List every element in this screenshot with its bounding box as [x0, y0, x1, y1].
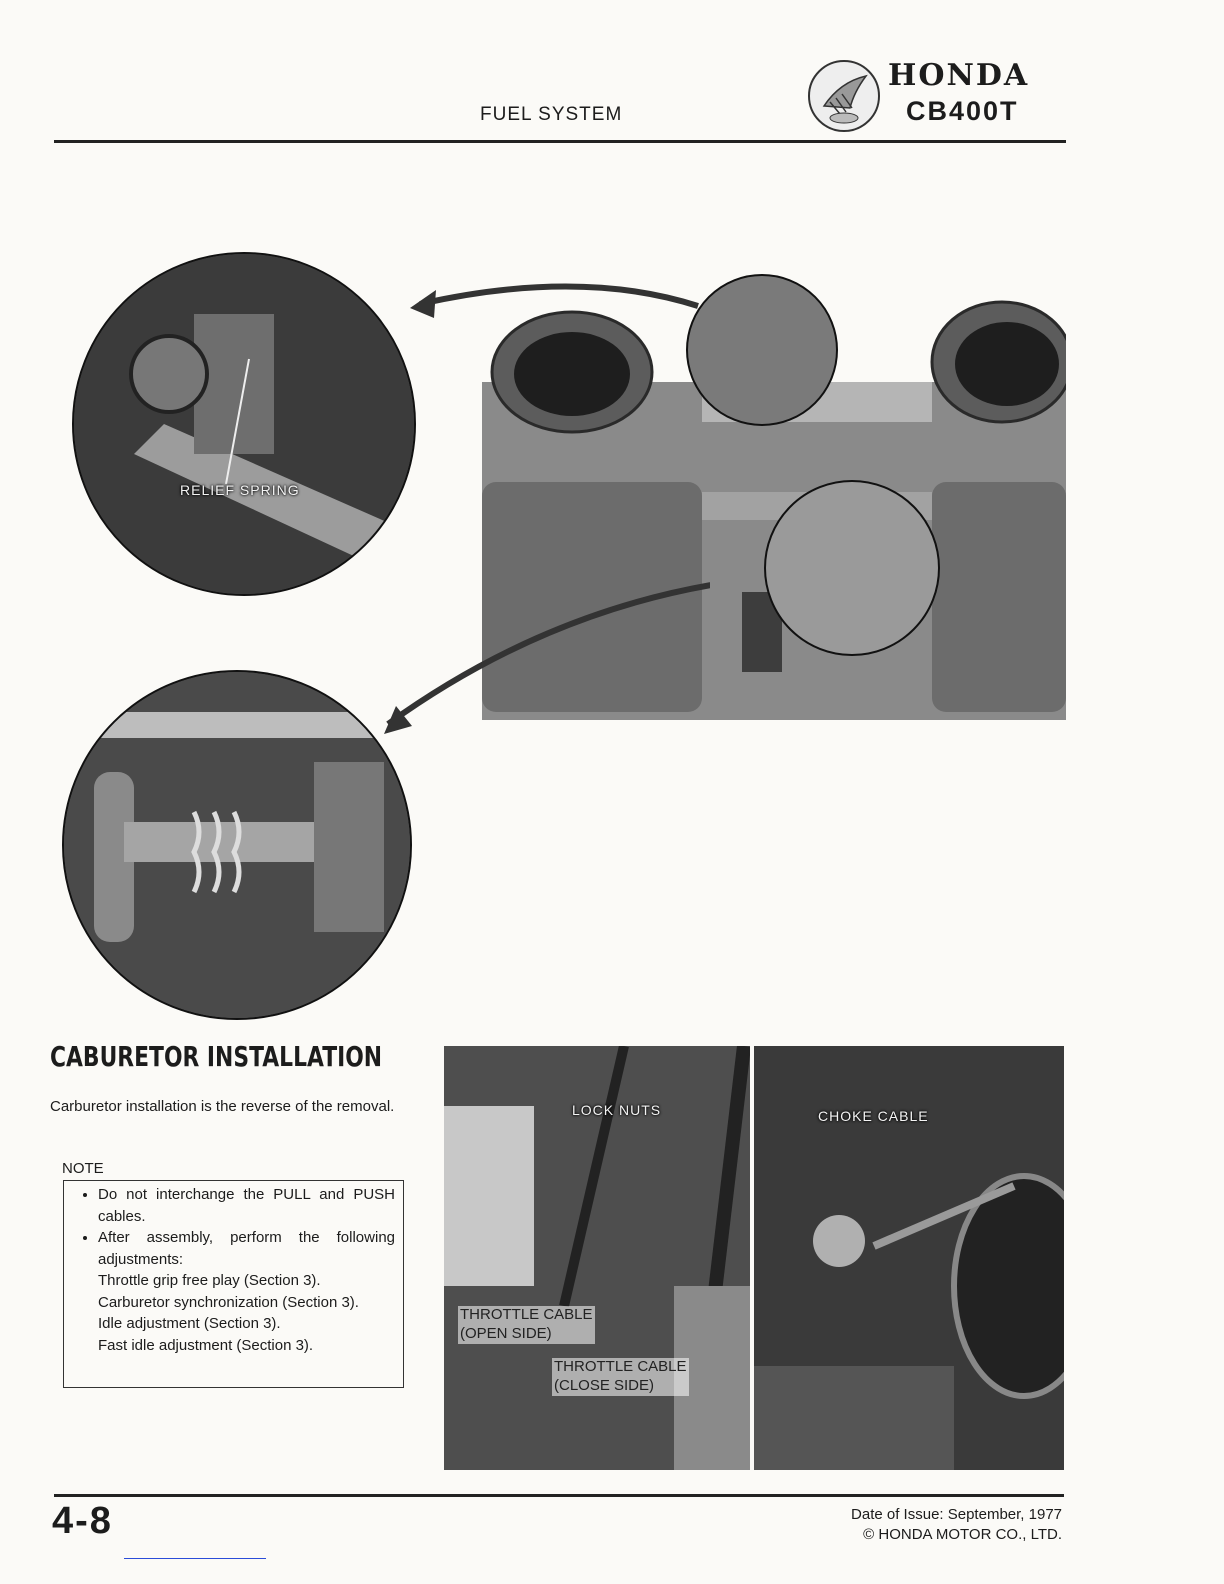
underline-mark — [124, 1558, 266, 1559]
model-name: CB400T — [906, 96, 1019, 126]
footer-rule — [54, 1494, 1064, 1497]
body-paragraph: Carburetor installation is the reverse of the removal. — [50, 1098, 395, 1115]
throttle-cable-open-label: THROTTLE CABLE (OPEN SIDE) — [460, 1306, 593, 1342]
inset-ring-throttle-spring — [764, 480, 940, 656]
adjustment-item: Carburetor synchronization (Section 3). — [98, 1293, 359, 1311]
adjustment-item: Idle adjustment (Section 3). — [98, 1315, 281, 1332]
section-title: FUEL SYSTEM — [480, 104, 623, 125]
brand-name: HONDA — [888, 58, 1030, 93]
section-heading: CABURETOR INSTALLATION — [50, 1040, 383, 1073]
relief-spring-label: RELIEF SPRING — [180, 482, 300, 498]
page-number: 4-8 — [52, 1500, 113, 1542]
magnified-throttle-spring-photo — [62, 670, 412, 1020]
date-of-issue: Date of Issue: September, 1977 — [851, 1506, 1062, 1523]
lock-nuts-label: LOCK NUTS — [572, 1102, 662, 1118]
note-label: NOTE — [62, 1160, 104, 1177]
header-rule — [54, 140, 1066, 143]
note-box — [63, 1180, 404, 1388]
adjustment-item: Throttle grip free play (Section 3). — [98, 1272, 321, 1289]
note-item: • Do not interchange the PULL and PUSH cables. — [98, 1184, 395, 1227]
honda-wing-logo-icon — [808, 60, 880, 132]
note-item: • After assembly, perform the following adjustments: — [98, 1227, 395, 1270]
throttle-cable-close-label: THROTTLE CABLE (CLOSE SIDE) — [554, 1358, 687, 1394]
pointer-arrows — [380, 270, 710, 740]
copyright-notice: © HONDA MOTOR CO., LTD. — [863, 1526, 1062, 1543]
magnified-relief-spring-photo — [72, 252, 416, 596]
choke-cable-label: CHOKE CABLE — [818, 1108, 929, 1124]
adjustment-item: Fast idle adjustment (Section 3). — [98, 1336, 314, 1354]
